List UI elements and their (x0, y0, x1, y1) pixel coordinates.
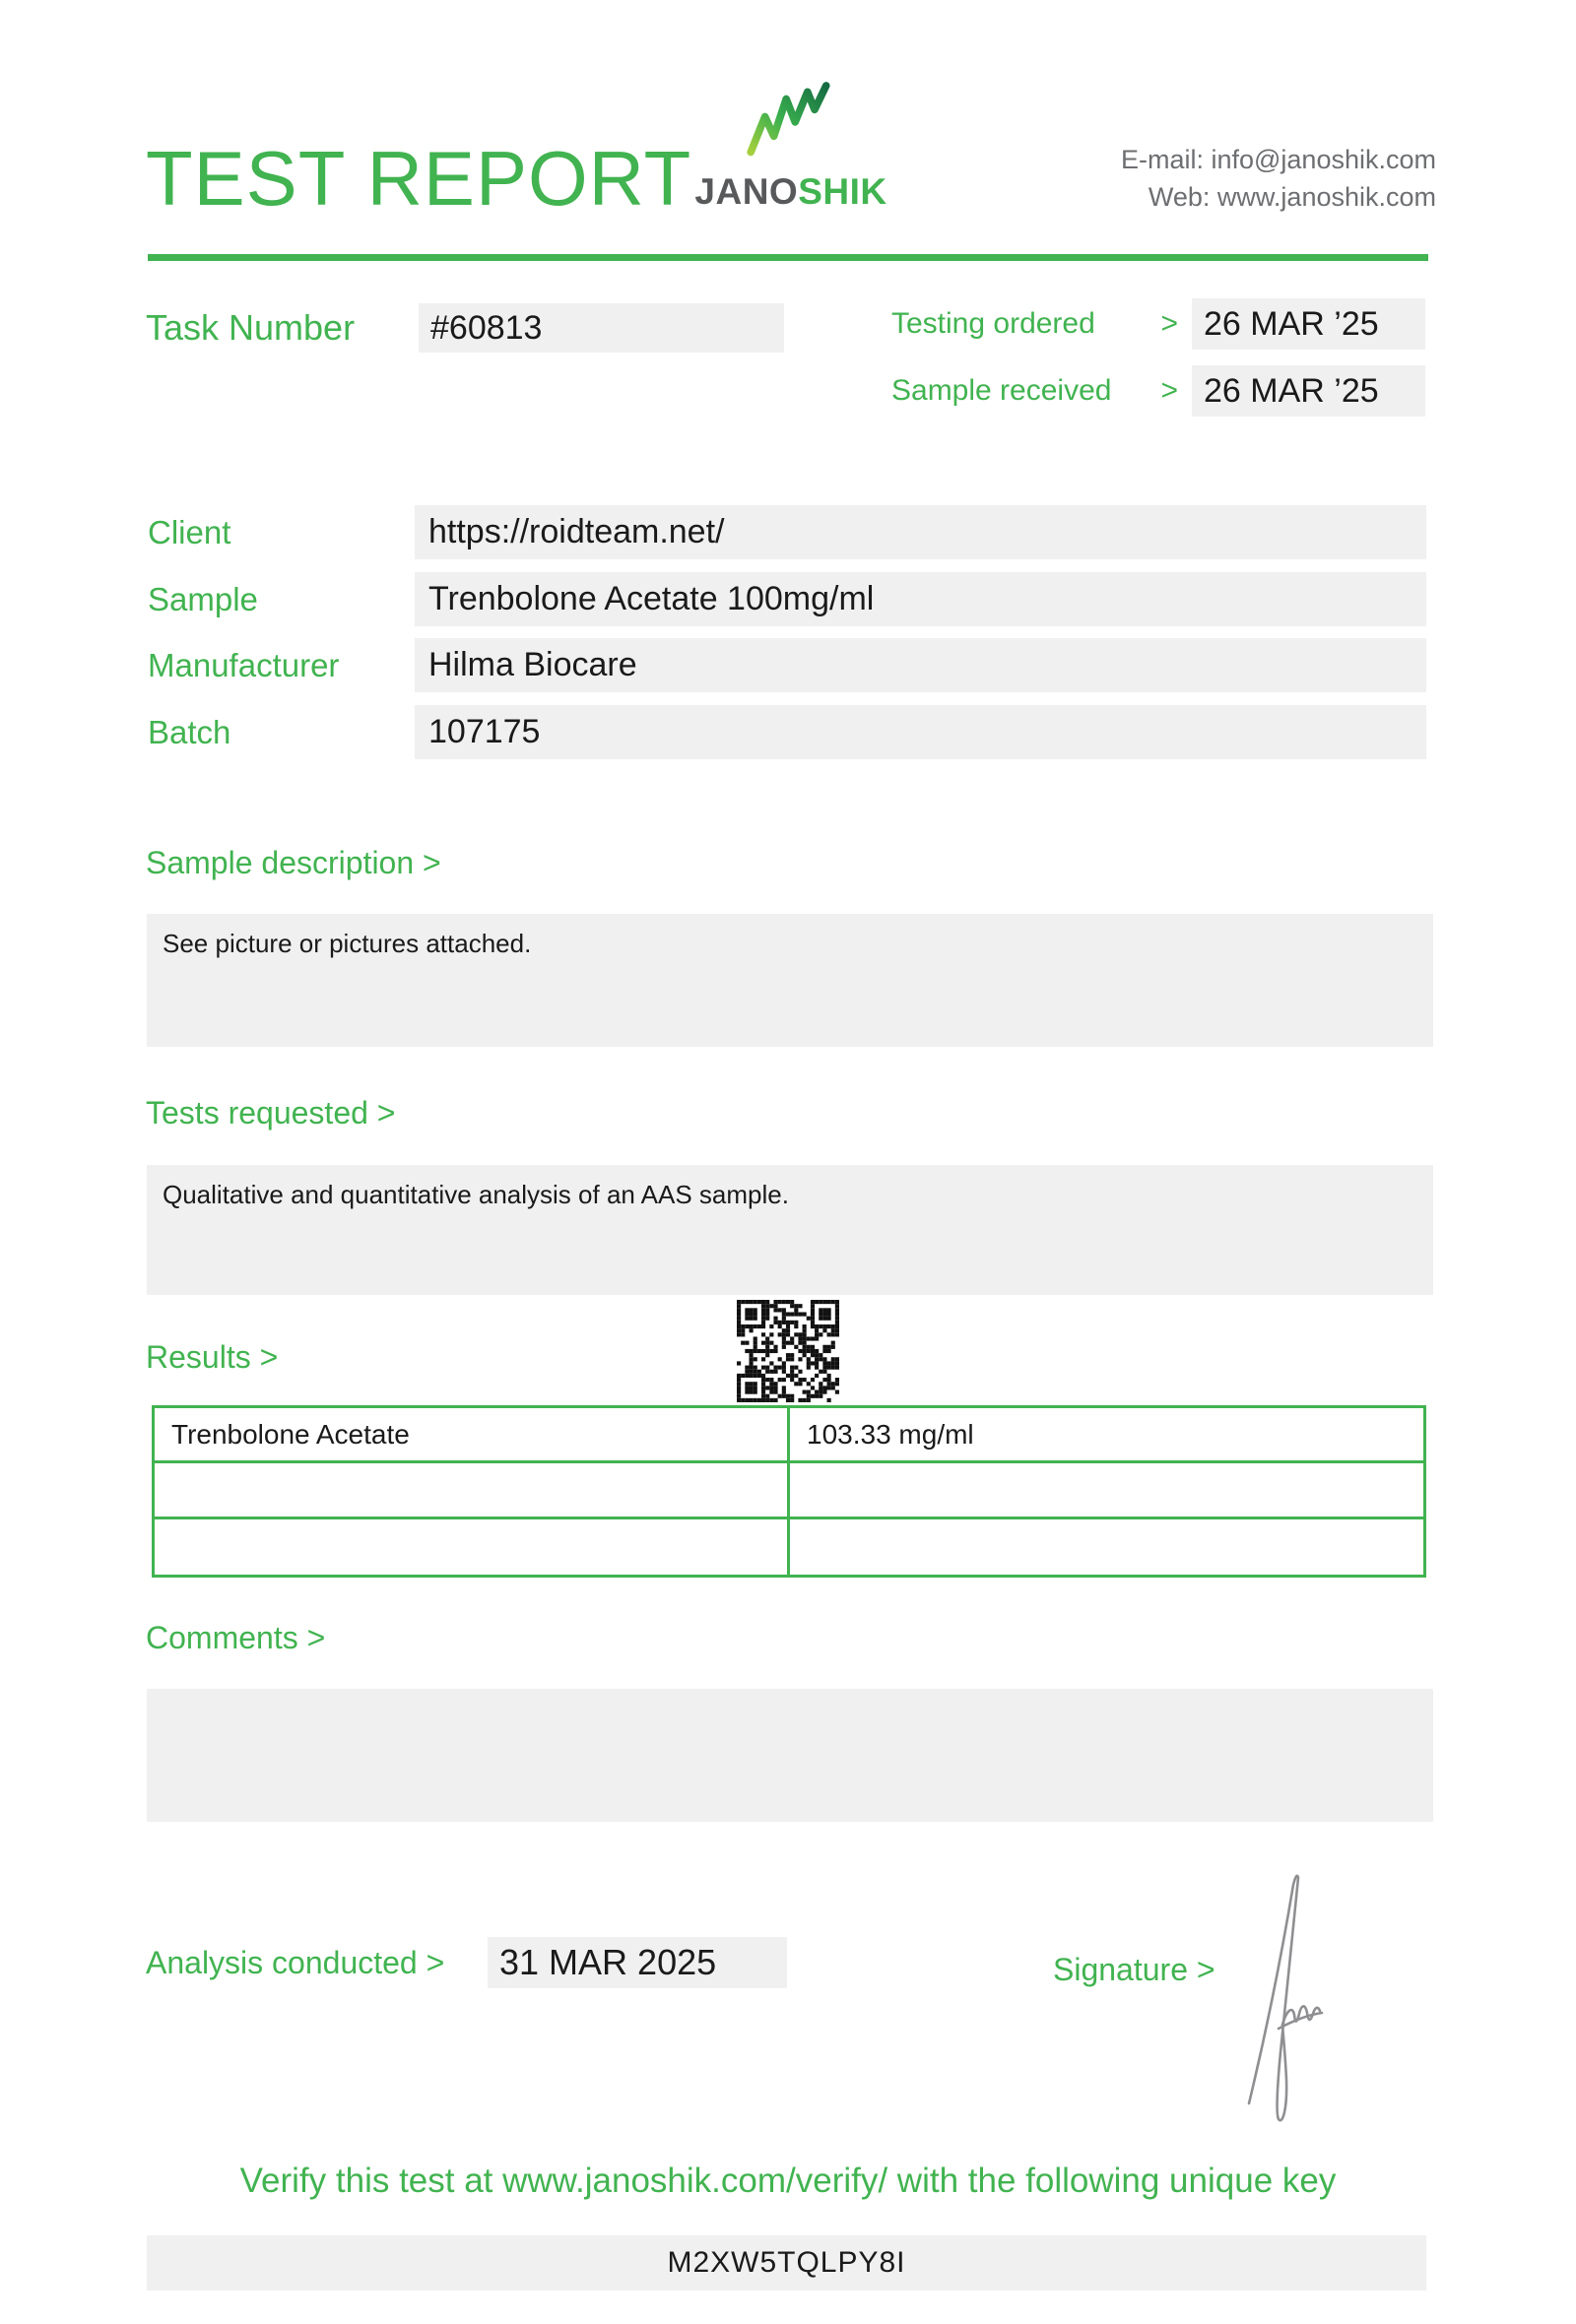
contact-info (1121, 141, 1436, 216)
field-row-batch (146, 705, 1426, 759)
sample-description-heading: Sample description > (146, 845, 441, 880)
comments-heading: Comments > (146, 1620, 326, 1655)
sample-description-box (147, 914, 1433, 1047)
task-number-value: #60813 (419, 303, 784, 353)
page-title: TEST REPORT (146, 135, 692, 222)
chevron-right-icon: > (1160, 307, 1178, 340)
tests-requested-text: Qualitative and quantitative analysis of an AAS sample. (163, 1180, 789, 1209)
task-number-label: Task Number (146, 307, 356, 348)
task-number-row (146, 303, 355, 353)
logo-wordmark (678, 171, 904, 213)
qr-code (737, 1300, 839, 1402)
contact-web: Web: www.janoshik.com (1148, 182, 1436, 212)
batch-label: Batch (148, 714, 231, 750)
manufacturer-label: Manufacturer (148, 647, 340, 683)
analysis-conducted-date: 31 MAR 2025 (488, 1937, 787, 1988)
header-divider (148, 254, 1428, 261)
verify-instruction: Verify this test at www.janoshik.com/verify/ with the following unique key (239, 2162, 1337, 2200)
results-cell-substance (155, 1463, 790, 1518)
logo-jano: JANO (694, 171, 799, 212)
growth-chart-icon (744, 81, 832, 161)
manufacturer-value: Hilma Biocare (415, 638, 1426, 692)
tests-requested-heading: Tests requested > (146, 1095, 396, 1130)
unique-key: M2XW5TQLPY8I (147, 2235, 1426, 2291)
tests-requested-box (147, 1165, 1433, 1295)
sample-received-label: Sample received (891, 374, 1112, 407)
testing-ordered-label: Testing ordered (891, 307, 1095, 340)
handwritten-signature (1239, 1857, 1326, 2141)
analysis-conducted-label: Analysis conducted > (146, 1945, 445, 1980)
field-row-sample (146, 572, 1426, 626)
client-value: https://roidteam.net/ (415, 505, 1426, 559)
testing-ordered-date: 26 MAR ’25 (1192, 298, 1425, 350)
comments-box (147, 1689, 1433, 1822)
field-row-client (146, 505, 1426, 559)
results-heading: Results > (146, 1339, 279, 1375)
sample-received-row (891, 365, 1425, 417)
signature-label: Signature > (1053, 1952, 1215, 1987)
client-label: Client (148, 514, 231, 550)
results-cell-result: 103.33 mg/ml (790, 1408, 1423, 1463)
contact-email: E-mail: info@janoshik.com (1120, 145, 1436, 174)
testing-ordered-row (891, 298, 1425, 350)
field-row-manufacturer (146, 638, 1426, 692)
sample-label: Sample (148, 581, 258, 617)
results-cell-result (790, 1463, 1423, 1518)
results-cell-substance (155, 1519, 790, 1575)
sample-description-text: See picture or pictures attached. (163, 929, 532, 958)
results-cell-substance: Trenbolone Acetate (155, 1408, 790, 1463)
sample-value: Trenbolone Acetate 100mg/ml (415, 572, 1426, 626)
batch-value: 107175 (415, 705, 1426, 759)
results-table (152, 1405, 1426, 1578)
logo-shik: SHIK (798, 171, 887, 212)
sample-received-date: 26 MAR ’25 (1192, 365, 1425, 417)
results-cell-result (790, 1519, 1423, 1575)
chevron-right-icon: > (1160, 374, 1178, 407)
analysis-conducted-row (146, 1937, 444, 1988)
